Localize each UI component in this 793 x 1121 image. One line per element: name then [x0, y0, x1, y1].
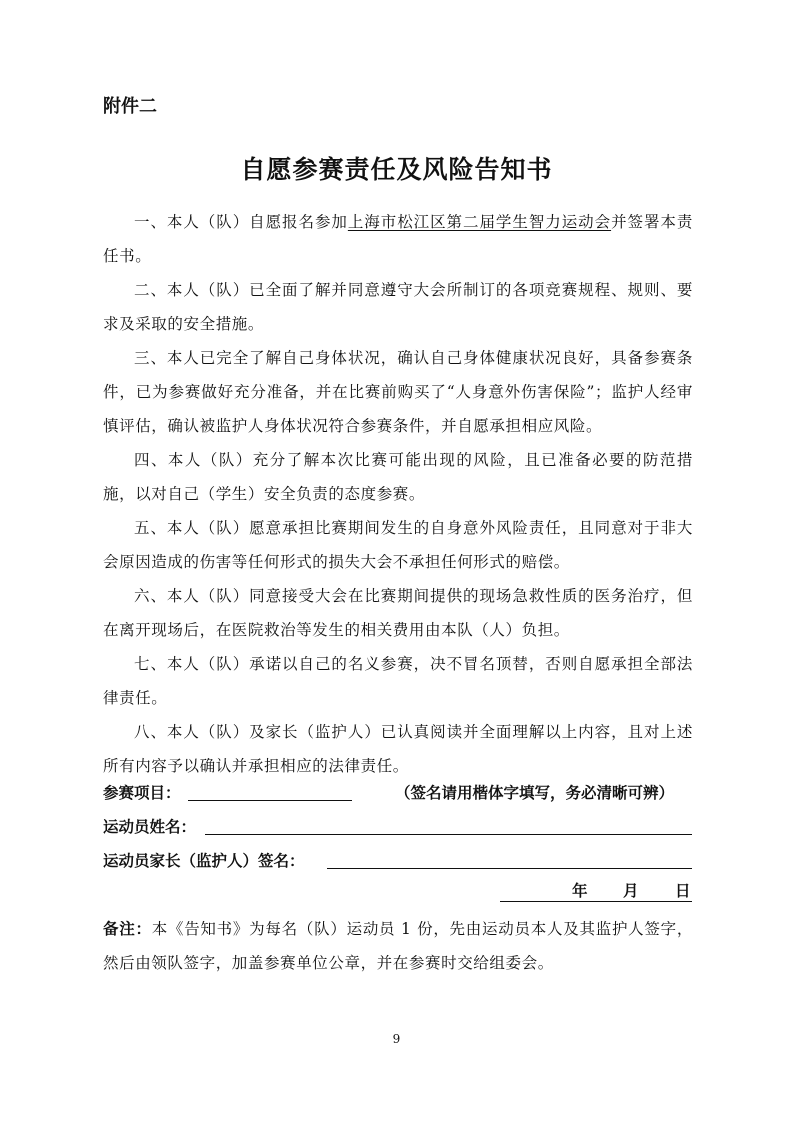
remark-label: 备注：: [103, 920, 152, 938]
date-field[interactable]: [500, 879, 692, 902]
athlete-name-label: 运动员姓名：: [103, 818, 197, 836]
sign-note: （签名请用楷体字填写，务必清晰可辨）: [395, 784, 675, 802]
project-field[interactable]: [188, 800, 352, 801]
date-month: 月: [623, 882, 639, 900]
guardian-sign-label: 运动员家长（监护人）签名：: [103, 852, 305, 870]
document-title: 自愿参赛责任及风险告知书: [240, 155, 553, 184]
clause-5: 五、本人（队）愿意承担比赛期间发生的自身意外风险责任，且同意对于非大会原因造成的伤害等任何形式的损失大会不承担任何形式的赔偿。: [103, 519, 693, 571]
page-number: 9: [392, 1032, 401, 1046]
clause-1-after: 并签署本责任书。: [103, 213, 693, 265]
document-body: [103, 205, 693, 783]
date-year: 年: [572, 882, 588, 900]
guardian-sign-field[interactable]: [327, 868, 692, 869]
date-day: 日: [675, 882, 691, 900]
clause-2: 二、本人（队）已全面了解并同意遵守大会所制订的各项竞赛规程、规则、要求及采取的安全措施。: [103, 281, 693, 333]
remark: [103, 912, 693, 980]
athlete-name-field[interactable]: [205, 834, 692, 835]
event-name: 上海市松江区第二届学生智力运动会: [347, 213, 612, 231]
clause-8: 八、本人（队）及家长（监护人）已认真阅读并全面理解以上内容，且对上述所有内容予以确认并承担相应的法律责任。: [103, 723, 693, 775]
clause-7: 七、本人（队）承诺以自己的名义参赛，决不冒名顶替，否则自愿承担全部法律责任。: [103, 655, 693, 707]
clause-1-before: 一、本人（队）自愿报名参加: [134, 213, 348, 231]
clause-1: [103, 205, 693, 273]
project-label: 参赛项目：: [103, 784, 181, 802]
clause-6: 六、本人（队）同意接受大会在比赛期间提供的现场急救性质的医务治疗，但在离开现场后，在医院救治等发生的相关费用由本队（人）负担。: [103, 587, 693, 639]
clause-3: 三、本人已完全了解自己身体状况，确认自己身体健康状况良好，具备参赛条件，已为参赛做好充分准备，并在比赛前购买了“人身意外伤害保险”；监护人经审慎评估，确认被监护人身体状况符合参赛条件，并自愿承担相应风险。: [103, 349, 693, 435]
remark-text: 本《告知书》为每名（队）运动员 1 份，先由运动员本人及其监护人签字，然后由领队签字，加盖参赛单位公章，并在参赛时交给组委会。: [103, 920, 693, 972]
attachment-label: 附件二: [103, 96, 157, 117]
clause-4: 四、本人（队）充分了解本次比赛可能出现的风险，且已准备必要的防范措施，以对自己（学生）安全负责的态度参赛。: [103, 451, 693, 503]
